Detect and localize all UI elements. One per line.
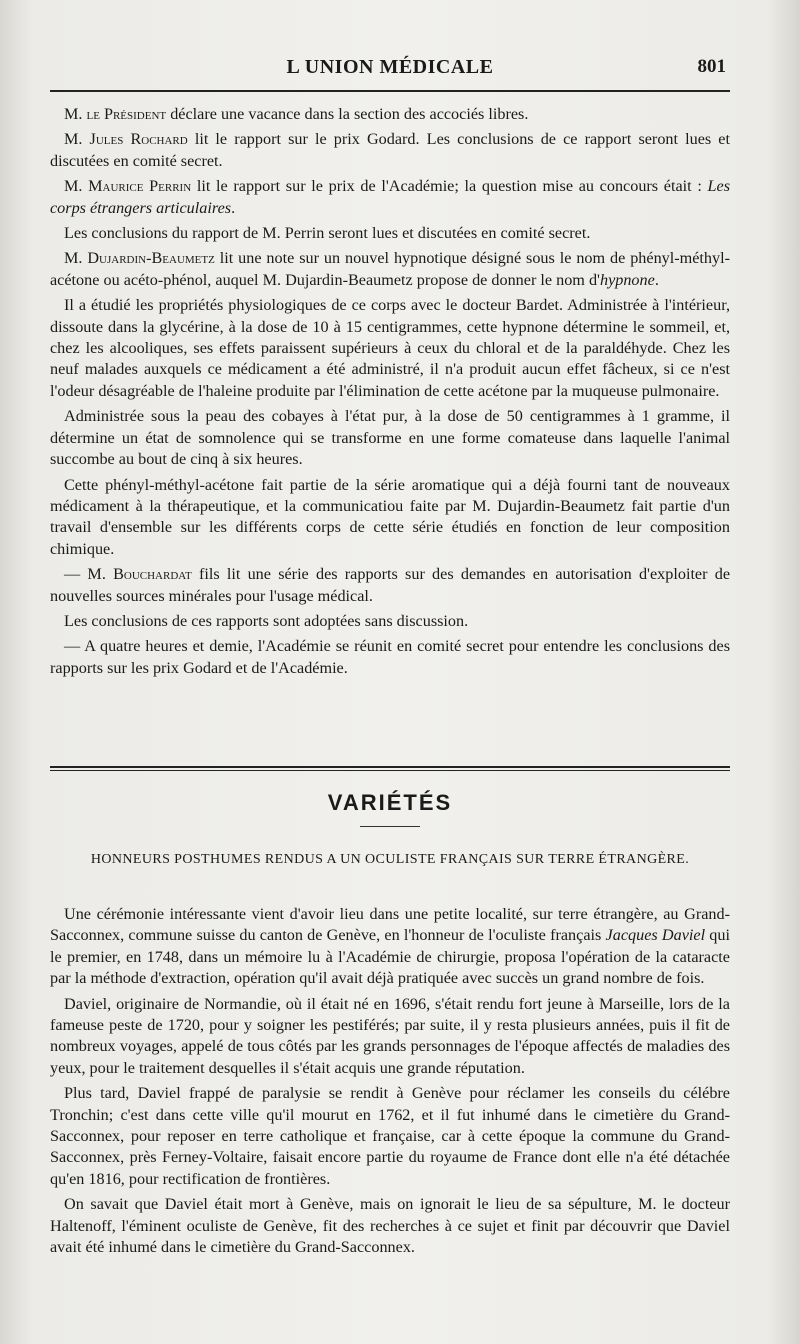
paragraph [50,129,730,172]
speaker-name: M. Maurice Perrin [64,177,192,196]
paragraph [50,994,730,1080]
paragraph [50,223,730,244]
section-title: VARIÉTÉS [327,790,453,815]
italic-text: Les corps étrangers articulaires [50,177,731,217]
paragraph [50,248,730,291]
paragraph-text: Les conclusions de ces rapports sont adoptées sans discussion. [64,611,469,630]
paragraph-text: Les conclusions du rapport de M. Perrin seront lues et discutées en comité secret. [64,224,591,243]
speaker-name: M. Jules Rochard [64,130,188,149]
paragraph [50,295,730,402]
page-header [50,56,730,82]
paragraph [50,406,730,470]
paragraph-text: déclare une vacance dans la section des accociés libres. [166,105,529,123]
article-subtitle: HONNEURS POSTHUMES RENDUS A UN OCULISTE FRANÇAIS SUR TERRE ÉTRANGÈRE. [90,852,690,867]
header-rule [50,90,730,92]
speaker-name: M. Dujardin-Beaumetz [64,249,215,268]
paragraph-text: Plus tard, Daviel frappé de paralysie se rendit à Genève pour réclamer les conseils du célébre Tronchin; c'est dans cette ville qu'il mourut en 1762, et il fut inhumé dans le cimetière du Grand-Sacconnex, pour reposer en terre catholique et française, car à cette époque la commune du Grand-Sacconnex, près Ferney-Voltaire, faisait encore partie du royaume de France dont elle n'a été détachée qu'en 1816, pour rectification de frontières. [50,1084,730,1188]
speaker-name: M. Bouchardat [87,565,192,584]
paragraph [50,611,730,632]
section-separator [50,766,730,771]
paragraph-text: . [231,198,236,217]
paragraph [50,1194,730,1258]
paragraph-text: — A quatre heures et demie, l'Académie se réunit en comité secret pour entendre les conclusions des rapports sur les prix Godard et de l'Académie. [50,637,730,677]
paragraph [50,1083,730,1190]
paragraph-text: qui le premier, en 1748, dans un mémoire lu à l'Académie de chirurgie, proposa l'opération de la cataracte par la méthode d'extraction, opération qu'il avait déjà pratiquée avec succès un grand nombre de fois. [50,926,730,988]
paragraph-text: fils lit une série des rapports sur des demandes en autorisation d'exploiter de nouvelles sources minérales pour l'usage médical. [50,565,731,605]
paragraph-text: lit le rapport sur le prix de l'Académie; la question mise au concours était : [191,177,708,196]
paragraph-text: Daviel, originaire de Normandie, où il était né en 1696, s'était rendu fort jeune à Marseille, lors de la fameuse peste de 1720, pour y soigner les pestiférés; par suite, il y resta plusieurs années, puis il fit de nombreux voyages, appelé de tous côtés par les grands personnages de l'époque affectés de maladies des yeux, pour le traitement desquelles il s'était acquis une grande réputation. [50,994,730,1077]
speaker-name: M. le Président [64,105,167,123]
paragraph-text: lit le rapport sur le prix Godard. Les conclusions de ce rapport seront lues et discutées en comité secret. [50,130,730,170]
paragraph-text: Cette phényl-méthyl-acétone fait partie de la série aromatique qui a déjà fourni tant de nouveaux médicament à la thérapeutique, et la communicatiou faite par M. Dujardin-Beaumetz fait partie d'un travail d'ensemble sur les différents corps de cette série étudiés en fonction de leur composition chimique. [50,475,730,558]
paragraph-text: . [654,270,659,289]
paragraph-text: — [64,565,88,584]
paragraph [50,176,730,219]
paragraph-text: On savait que Daviel était mort à Genève, mais on ignorait le lieu de sa sépulture, M. le docteur Haltenoff, l'éminent oculiste de Genève, fit des recherches à ce sujet et finit par découvrir que Daviel avait été inhumé dans le cimetière du Grand-Sacconnex. [50,1195,730,1257]
paragraph [50,904,730,990]
title-rule [360,826,420,827]
paragraph [50,564,730,607]
paragraph-text: Une cérémonie intéressante vient d'avoir lieu dans une petite localité, sur terre étrangère, au Grand-Sacconnex, commune suisse du canton de Genève, en l'honneur de l'oculiste français [50,905,730,945]
paragraph [50,475,730,561]
paragraph [50,636,730,679]
academy-report-text [50,104,730,683]
paragraph-text: Il a étudié les propriétés physiologiques de ce corps avec le docteur Bardet. Administrée à l'intérieur, dissoute dans la glycérine, à la dose de 10 à 15 centigrammes, cette hypnone détermine le sommeil, et, chez les alcooliques, ses effets paraissent supérieurs à ceux du chloral et de la paraldéhyde. Chez les neuf malades auxquels ce médicament a été administré, il n'a produit aucun effet fâcheux, si ce n'est l'odeur désagréable de l'haleine produite par l'élimination de cette acétone par la muqueuse pulmonaire. [50,296,730,400]
italic-text: hypnone [599,270,655,289]
paragraph-text: lit une note sur un nouvel hypnotique désigné sous le nom de phényl-méthyl-acétone ou acéto-phénol, auquel M. Dujardin-Beaumetz propose de donner le nom d' [50,249,730,289]
running-head: L UNION MÉDICALE [286,56,494,78]
page-number: 801 [697,56,726,77]
paragraph-text: Administrée sous la peau des cobayes à l'état pur, à la dose de 50 centigrammes à 1 gramme, il détermine un état de somnolence qui se transforme en une forme comateuse dans laquelle l'animal succombe au bout de cinq à six heures. [50,407,730,469]
paragraph [50,104,730,125]
article-text [50,904,730,1263]
italic-text: Jacques Daviel [605,926,706,945]
